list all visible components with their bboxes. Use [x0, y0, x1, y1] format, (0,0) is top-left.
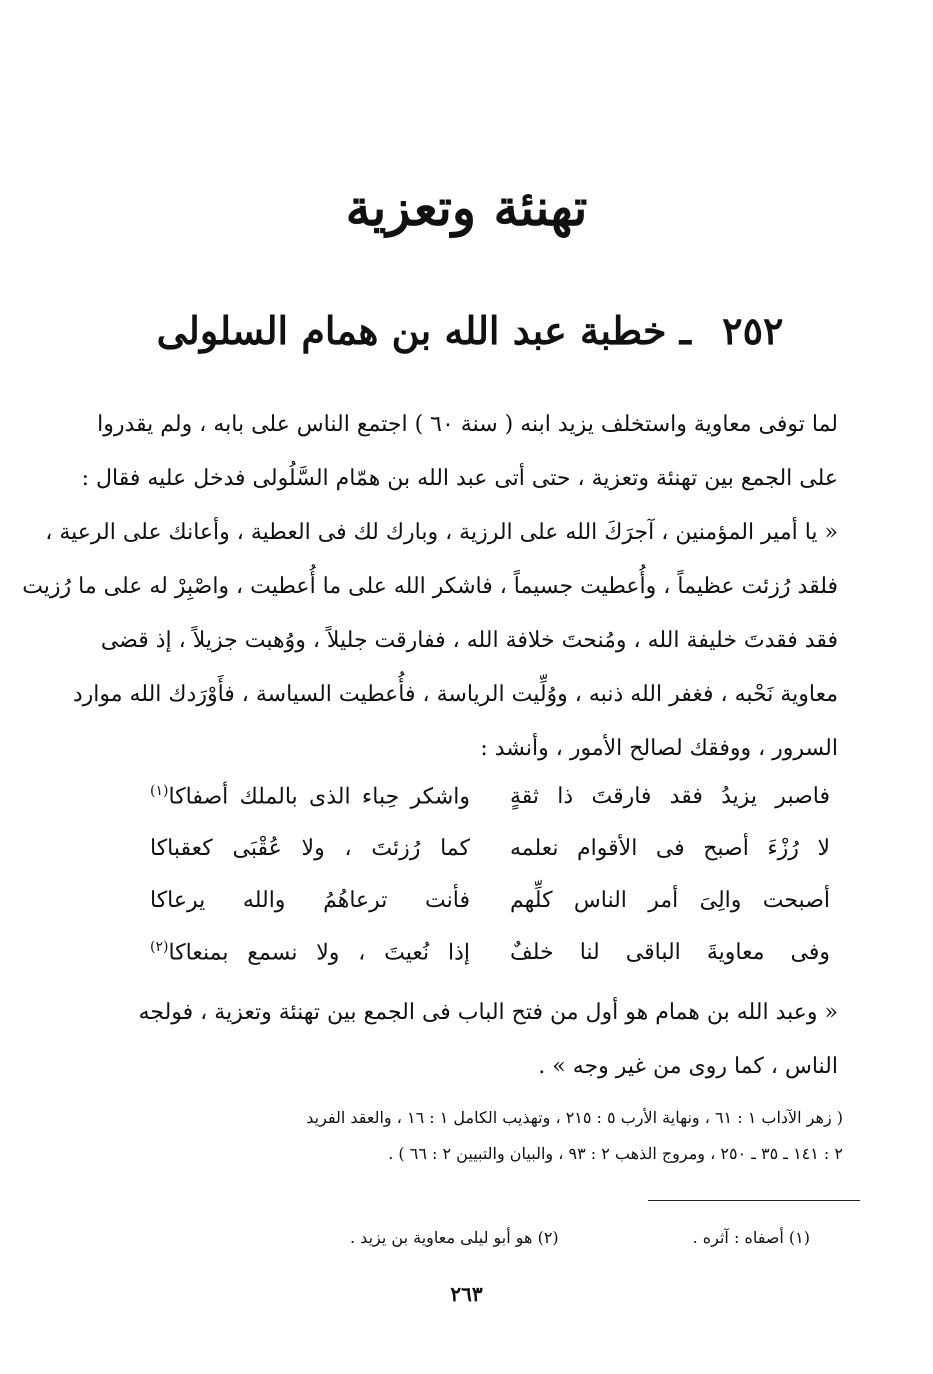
verse-second-hemistich — [150, 939, 470, 965]
verse-second-hemistich: كما رُزئتَ ، ولا عُقْبَى كعقباكا — [150, 835, 470, 861]
citation-line: ( زهر الآداب ١ : ٦١ ، ونهاية الأرب ٥ : ٢١٥ ، وتهذيب الكامل ١ : ١٦ ، والعقد الفريد — [306, 1108, 843, 1127]
text-line: الناس ، كما روى من غير وجه » . — [538, 1054, 838, 1079]
footnote-2: (٢) هو أبو ليلى معاوية بن يزيد . — [350, 1228, 559, 1247]
hemistich-text: إذا نُعيتَ ، ولا نسمع بمنعاكا — [168, 940, 470, 966]
speech-number: ٢٥٢ — [722, 308, 784, 353]
section-title: تهنئة وتعزية — [345, 178, 588, 237]
page-number: ٢٦٣ — [450, 1282, 483, 1306]
speech-heading — [140, 308, 800, 353]
poem-verse — [150, 770, 830, 822]
verse-first-hemistich: لا رُزْءَ أصبح فى الأقوام نعلمه — [510, 835, 830, 861]
footnote-divider — [648, 1200, 860, 1201]
text-line: لما توفى معاوية واستخلف يزيد ابنه ( سنة ٦٠ ) اجتمع الناس على بابه ، ولم يقدروا — [97, 412, 838, 437]
sources-citation — [118, 1100, 843, 1172]
speech-separator: ـ — [679, 308, 691, 353]
footnote-marker: (١) — [150, 782, 169, 799]
citation-line: ٢ : ١٤١ ـ ٣٥ ـ ٢٥٠ ، ومروج الذهب ٢ : ٩٣ ، والبيان والتبيين ٢ : ٦٦ ) . — [388, 1144, 843, 1163]
footnote-marker: (٢) — [150, 938, 169, 955]
verse-first-hemistich: أصبحت والِىَ أمر الناس كلِّهم — [510, 887, 830, 913]
verse-second-hemistich — [150, 783, 470, 809]
poem-verse — [150, 926, 830, 978]
verse-first-hemistich: وفى معاويةَ الباقى لنا خلفٌ — [510, 939, 830, 965]
text-line: على الجمع بين تهنئة وتعزية ، حتى أتى عبد الله بن همّام السَّلُولى فدخل عليه فقال : — [81, 466, 838, 491]
intro-paragraph — [22, 398, 838, 776]
footnotes — [350, 1228, 810, 1247]
closing-paragraph — [118, 986, 838, 1094]
verse-second-hemistich: فأنت ترعاهُمُ والله يرعاكا — [150, 887, 470, 913]
speech-title: خطبة عبد الله بن همام السلولى — [156, 308, 667, 353]
verse-first-hemistich: فاصبر يزيدُ فقد فارقتَ ذا ثقةٍ — [510, 783, 830, 809]
poem — [150, 770, 830, 978]
text-line: معاوية نَحْبه ، فغفر الله ذنبه ، ووُلِّيت الرياسة ، فأُعطيت السياسة ، فأَوْرَدك الله موارد — [72, 682, 838, 707]
poem-verse — [150, 822, 830, 874]
footnote-1: (١) أصفاه : آثره . — [692, 1228, 810, 1247]
text-line: « يا أمير المؤمنين ، آجرَكَ الله على الرزية ، وبارك لك فى العطية ، وأعانك على الرعية ، — [45, 520, 838, 545]
text-line: « وعبد الله بن همام هو أول من فتح الباب فى الجمع بين تهنئة وتعزية ، فولجه — [138, 1000, 838, 1025]
text-line: فلقد رُزئت عظيماً ، وأُعطيت جسيماً ، فاشكر الله على ما أُعطيت ، واصْبِرْ له على ما رُزيت — [22, 574, 838, 599]
poem-verse — [150, 874, 830, 926]
hemistich-text: واشكر حِباء الذى بالملك أصفاكا — [168, 784, 470, 810]
text-line: السرور ، ووفقك لصالح الأمور ، وأنشد : — [480, 736, 838, 761]
text-line: فقد فقدتَ خليفة الله ، ومُنحتَ خلافة الله ، ففارقت جليلاً ، ووُهبت جزيلاً ، إذ قضى — [100, 628, 838, 653]
